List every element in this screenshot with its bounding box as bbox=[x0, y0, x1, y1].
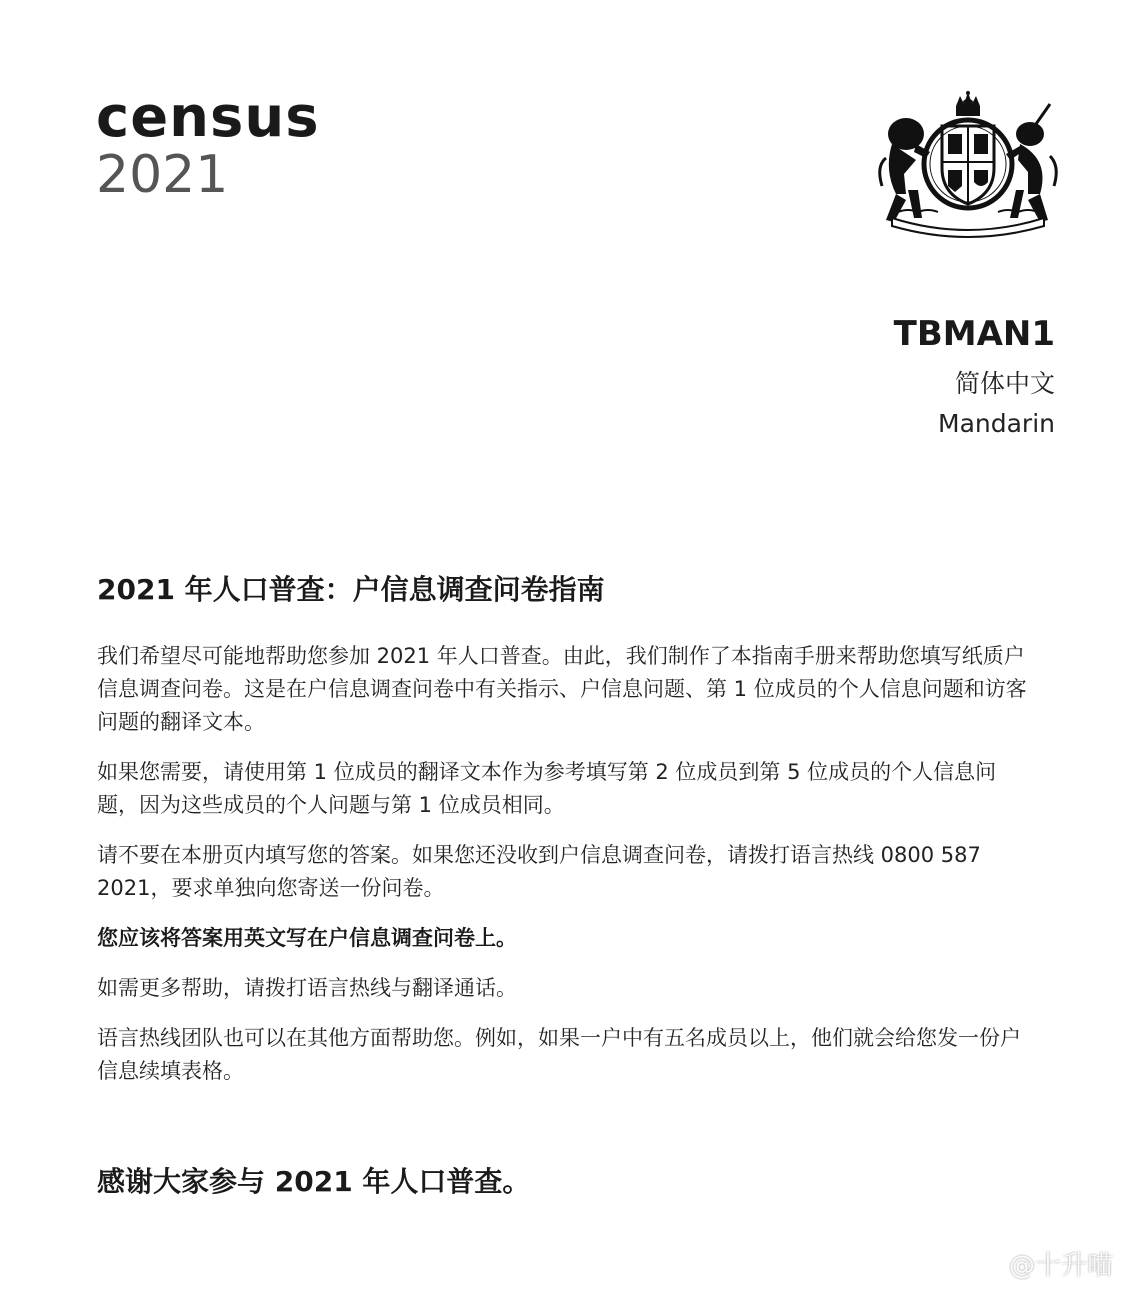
logo-wordmark: census bbox=[96, 85, 320, 150]
paragraph-intro: 我们希望尽可能地帮助您参加 2021 年人口普查。由此，我们制作了本指南手册来帮助您填写纸质户信息调查问卷。这是在户信息调查问卷中有关指示、户信息问题、第 1 位成员的个人信息问题和访客问题的翻译文本。 bbox=[97, 644, 1027, 734]
document-code: TBMAN1 bbox=[893, 314, 1055, 354]
language-english: Mandarin bbox=[938, 409, 1055, 438]
closing-thanks: 感谢大家参与 2021 年人口普查。 bbox=[97, 1165, 531, 1198]
royal-coat-of-arms-icon bbox=[878, 90, 1058, 240]
document-meta bbox=[894, 312, 1055, 444]
paragraph-more-help: 如需更多帮助，请拨打语言热线与翻译通话。 bbox=[97, 976, 517, 1000]
watermark-handle: @十升喵 bbox=[1008, 1251, 1113, 1281]
watermark bbox=[961, 1245, 1113, 1282]
logo-year: 2021 bbox=[96, 145, 229, 205]
page-title: 2021 年人口普查：户信息调查问卷指南 bbox=[97, 573, 605, 606]
paragraph-english-answers: 您应该将答案用英文写在户信息调查问卷上。 bbox=[97, 926, 517, 950]
census-logo bbox=[96, 85, 356, 205]
body-text bbox=[97, 640, 1037, 1105]
language-native: 简体中文 bbox=[954, 369, 1055, 398]
paragraph-continuation: 语言热线团队也可以在其他方面帮助您。例如，如果一户中有五名成员以上，他们就会给您发一份户信息续填表格。 bbox=[97, 1026, 1021, 1083]
paragraph-members: 如果您需要，请使用第 1 位成员的翻译文本作为参考填写第 2 位成员到第 5 位成员的个人信息问题，因为这些成员的个人问题与第 1 位成员相同。 bbox=[97, 760, 997, 817]
paragraph-helpline: 请不要在本册页内填写您的答案。如果您还没收到户信息调查问卷，请拨打语言热线 0800 587 2021，要求单独向您寄送一份问卷。 bbox=[97, 843, 981, 900]
weibo-icon bbox=[961, 1248, 1001, 1280]
